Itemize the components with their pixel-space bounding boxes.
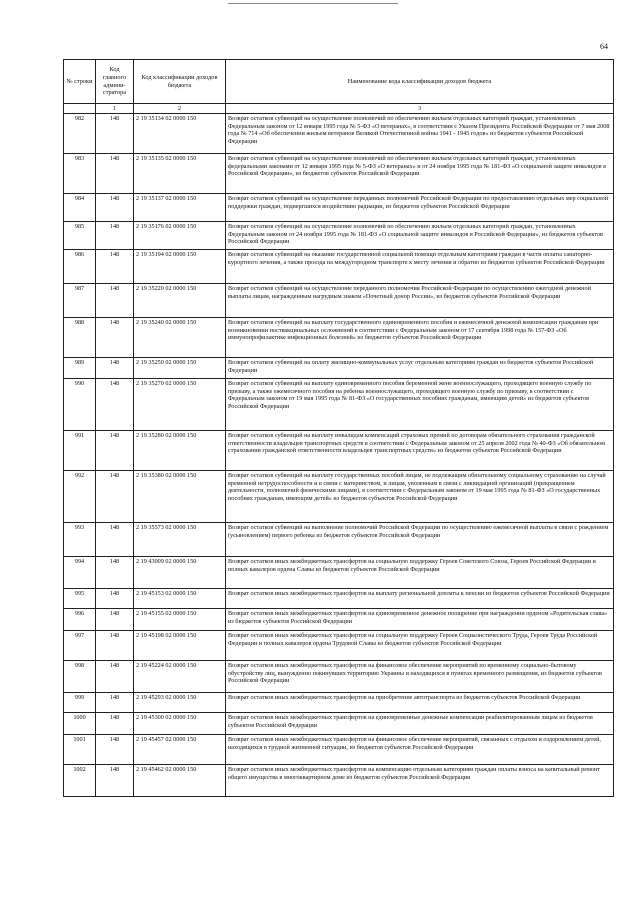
code-name-cell: Возврат остатков иных межбюджетных трансфертов на выплату региональной доплаты к пенсии из бюджетов субъектов Российской Федерации xyxy=(226,589,614,609)
row-number-cell: 991 xyxy=(64,431,96,471)
admin-code-cell: 148 xyxy=(96,318,134,358)
code-name-cell: Возврат остатков субвенций на осуществление полномочий по обеспечению жильем отдельных категорий граждан, установленных федеральными законами от 12 января 1995 года № 5-ФЗ «О ветеранах» и от 24 ноября 1995 года № 181-ФЗ «О социальной защите инвалидов в Российской Федерации», из бюджетов субъектов Российской Федерации xyxy=(226,154,614,194)
code-name-cell: Возврат остатков субвенций на выплату единовременного пособия беременной жене военнослужащего, проходящего военную службу по призыву, а также ежемесячного пособия на ребенка военнослужащего, проходящего военную службу по призыву, в соответствии с Федеральным законом от 19 мая 1995 года № 81-ФЗ «О государственных пособиях гражданам, имеющим детей» из бюджетов субъектов Российской Федерации xyxy=(226,379,614,431)
code-name-cell: Возврат остатков субвенций на выполнение полномочий Российской Федерации по осуществлению ежемесячной выплаты в связи с рождением (усыновлением) первого ребенка из бюджетов субъектов Российской Федерации xyxy=(226,523,614,557)
code-name-cell: Возврат остатков субвенций на выплату государственных пособий лицам, не подлежащим обязательному социальному страхованию на случай временной нетрудоспособности и в связи с материнством, и лицам, уволенным в связи с ликвидацией организаций (прекращением деятельности, полномочий физическими лицами), в соответствии с Федеральным законом от 19 мая 1995 года № 81-ФЗ «О государственных пособиях гражданам, имеющим детей» из бюджетов субъектов Российской Федерации xyxy=(226,471,614,523)
code-name-cell: Возврат остатков субвенций на оказание государственной социальной помощи отдельным категориям граждан в части оплаты санаторно-курортного лечения, а также проезда на междугородном транспорте к месту лечения и обратно из бюджетов субъектов Российской Федерации xyxy=(226,250,614,284)
row-number-cell: 987 xyxy=(64,284,96,318)
admin-code-cell: 148 xyxy=(96,194,134,222)
header-row-number: № строки xyxy=(64,60,96,104)
admin-code-cell: 148 xyxy=(96,523,134,557)
code-name-cell: Возврат остатков субвенций на осуществление полномочий по обеспечению жильем отдельных категорий граждан, установленных Федеральным законом от 12 января 1995 года № 5-ФЗ «О ветеранах», в соответствии с Указом Президента Российской Федерации от 7 мая 2008 года № 714 «Об обеспечении жильем ветеранов Великой Отечественной войны 1941 - 1945 годов» из бюджетов субъектов Российской Федерации xyxy=(226,114,614,154)
admin-code-cell: 148 xyxy=(96,609,134,631)
classification-code-cell: 2 19 35137 02 0000 150 xyxy=(134,194,226,222)
top-rule xyxy=(228,3,398,4)
table-row xyxy=(64,431,614,471)
row-number-cell: 997 xyxy=(64,631,96,661)
table-row xyxy=(64,471,614,523)
row-number-cell: 993 xyxy=(64,523,96,557)
row-number-cell: 996 xyxy=(64,609,96,631)
admin-code-cell: 148 xyxy=(96,557,134,589)
admin-code-cell: 148 xyxy=(96,693,134,713)
header-admin-code: Код главного админи- стратора xyxy=(96,60,134,104)
table-row xyxy=(64,713,614,735)
admin-code-cell: 148 xyxy=(96,765,134,797)
code-name-cell: Возврат остатков субвенций на выплату государственного единовременного пособия и ежемесячной денежной компенсации гражданам при возникновении поствакцинальных осложнений в соответствии с Федеральным законом от 17 сентября 1998 года № 157-ФЗ «Об иммунопрофилактике инфекционных болезней» из бюджетов субъектов Российской Федерации xyxy=(226,318,614,358)
column-index-blank xyxy=(64,104,96,114)
classification-code-cell: 2 19 35220 02 0000 150 xyxy=(134,284,226,318)
classification-code-cell: 2 19 45457 02 0000 150 xyxy=(134,735,226,765)
column-index: 1 xyxy=(96,104,134,114)
row-number-cell: 992 xyxy=(64,471,96,523)
table-row xyxy=(64,358,614,379)
classification-code-cell: 2 19 45155 02 0000 150 xyxy=(134,609,226,631)
page-number: 64 xyxy=(600,42,608,51)
header-classification-code: Код классификации доходов бюджета xyxy=(134,60,226,104)
code-name-cell: Возврат остатков иных межбюджетных трансфертов на социальную поддержку Героев Социалистического Труда, Героев Труда Российской Федерации и полных кавалеров ордена Трудовой Славы из бюджетов субъектов Российской Федерации xyxy=(226,631,614,661)
table-row xyxy=(64,154,614,194)
column-index: 3 xyxy=(226,104,614,114)
admin-code-cell: 148 xyxy=(96,284,134,318)
code-name-cell: Возврат остатков субвенций на осуществление полномочий по обеспечению жильем отдельных категорий граждан, установленных Федеральным законом от 24 ноября 1995 года № 181-ФЗ «О социальной защите инвалидов в Российской Федерации», из бюджетов субъектов Российской Федерации xyxy=(226,222,614,250)
table-row xyxy=(64,222,614,250)
admin-code-cell: 148 xyxy=(96,154,134,194)
classification-code-cell: 2 19 45293 02 0000 150 xyxy=(134,693,226,713)
row-number-cell: 994 xyxy=(64,557,96,589)
row-number-cell: 986 xyxy=(64,250,96,284)
classification-code-cell: 2 19 35176 02 0000 150 xyxy=(134,222,226,250)
row-number-cell: 1001 xyxy=(64,735,96,765)
classification-code-cell: 2 19 35280 02 0000 150 xyxy=(134,431,226,471)
table-row xyxy=(64,114,614,154)
admin-code-cell: 148 xyxy=(96,661,134,693)
table-row xyxy=(64,609,614,631)
code-name-cell: Возврат остатков иных межбюджетных трансфертов на финансовое обеспечение мероприятий, связанных с отдыхом и оздоровлением детей, находящихся в трудной жизненной ситуации, из бюджетов субъектов Российской Федерации xyxy=(226,735,614,765)
row-number-cell: 982 xyxy=(64,114,96,154)
table-row xyxy=(64,194,614,222)
code-name-cell: Возврат остатков иных межбюджетных трансфертов на финансовое обеспечение мероприятий по временному социально-бытовому обустройству лиц, вынужденно покинувших территорию Украины и находящихся в пунктах временного размещения, из бюджетов субъектов Российской Федерации xyxy=(226,661,614,693)
table-row xyxy=(64,523,614,557)
table-row xyxy=(64,557,614,589)
row-number-cell: 990 xyxy=(64,379,96,431)
classification-code-cell: 2 19 45198 02 0000 150 xyxy=(134,631,226,661)
code-name-cell: Возврат остатков иных межбюджетных трансфертов на социальную поддержку Героев Советского Союза, Героев Российской Федерации и полных кавалеров ордена Славы из бюджетов субъектов Российской Федерации xyxy=(226,557,614,589)
classification-code-cell: 2 19 35250 02 0000 150 xyxy=(134,358,226,379)
admin-code-cell: 148 xyxy=(96,379,134,431)
classification-code-cell: 2 19 35134 02 0000 150 xyxy=(134,114,226,154)
admin-code-cell: 148 xyxy=(96,471,134,523)
table-row xyxy=(64,250,614,284)
classification-code-cell: 2 19 45462 02 0000 150 xyxy=(134,765,226,797)
table-row xyxy=(64,765,614,797)
classification-code-cell: 2 19 35135 02 0000 150 xyxy=(134,154,226,194)
admin-code-cell: 148 xyxy=(96,222,134,250)
row-number-cell: 989 xyxy=(64,358,96,379)
table-row xyxy=(64,735,614,765)
admin-code-cell: 148 xyxy=(96,631,134,661)
header-code-name: Наименование кода классификации доходов бюджета xyxy=(226,60,614,104)
admin-code-cell: 148 xyxy=(96,713,134,735)
classification-code-cell: 2 19 35573 02 0000 150 xyxy=(134,523,226,557)
budget-classification-table xyxy=(63,59,614,797)
table-row xyxy=(64,693,614,713)
code-name-cell: Возврат остатков субвенций на оплату жилищно-коммунальных услуг отдельным категориям граждан из бюджетов субъектов Российской Федерации xyxy=(226,358,614,379)
row-number-cell: 999 xyxy=(64,693,96,713)
code-name-cell: Возврат остатков иных межбюджетных трансфертов на единовременные денежные компенсации реабилитированным лицам из бюджетов субъектов Российской Федерации xyxy=(226,713,614,735)
code-name-cell: Возврат остатков иных межбюджетных трансфертов на компенсацию отдельным категориям граждан оплаты взноса на капитальный ремонт общего имущества в многоквартирном доме из бюджетов субъектов Российской Федерации xyxy=(226,765,614,797)
admin-code-cell: 148 xyxy=(96,114,134,154)
table-row xyxy=(64,631,614,661)
code-name-cell: Возврат остатков субвенций на выплату инвалидам компенсаций страховых премий по договорам обязательного страхования гражданской ответственности владельцев транспортных средств в соответствии с Федеральным законом от 25 апреля 2002 года № 40-ФЗ «Об обязательном страховании гражданской ответственности владельцев транспортных средств» из бюджетов субъектов Российской Федерации xyxy=(226,431,614,471)
row-number-cell: 998 xyxy=(64,661,96,693)
code-name-cell: Возврат остатков субвенций на осуществление переданного полномочия Российской Федерации по осуществлению ежегодной денежной выплаты лицам, награжденным нагрудным знаком «Почетный донор России», из бюджетов субъектов Российской Федерации xyxy=(226,284,614,318)
row-number-cell: 1000 xyxy=(64,713,96,735)
classification-code-cell: 2 19 35380 02 0000 150 xyxy=(134,471,226,523)
table-row xyxy=(64,661,614,693)
classification-code-cell: 2 19 45153 02 0000 150 xyxy=(134,589,226,609)
column-index-row xyxy=(64,104,614,114)
classification-code-cell: 2 19 45224 02 0000 150 xyxy=(134,661,226,693)
admin-code-cell: 148 xyxy=(96,431,134,471)
admin-code-cell: 148 xyxy=(96,358,134,379)
header-row xyxy=(64,60,614,104)
admin-code-cell: 148 xyxy=(96,250,134,284)
row-number-cell: 988 xyxy=(64,318,96,358)
code-name-cell: Возврат остатков иных межбюджетных трансфертов на приобретение автотранспорта из бюджетов субъектов Российской Федерации xyxy=(226,693,614,713)
table-row xyxy=(64,379,614,431)
row-number-cell: 1002 xyxy=(64,765,96,797)
classification-code-cell: 2 19 45300 02 0000 150 xyxy=(134,713,226,735)
row-number-cell: 984 xyxy=(64,194,96,222)
classification-code-cell: 2 19 35270 02 0000 150 xyxy=(134,379,226,431)
row-number-cell: 985 xyxy=(64,222,96,250)
row-number-cell: 983 xyxy=(64,154,96,194)
classification-code-cell: 2 19 35194 02 0000 150 xyxy=(134,250,226,284)
row-number-cell: 995 xyxy=(64,589,96,609)
code-name-cell: Возврат остатков иных межбюджетных трансфертов на единовременное денежное поощрение при награждении орденом «Родительская слава» из бюджетов субъектов Российской Федерации xyxy=(226,609,614,631)
classification-code-cell: 2 19 43009 02 0000 150 xyxy=(134,557,226,589)
classification-code-cell: 2 19 35240 02 0000 150 xyxy=(134,318,226,358)
table-row xyxy=(64,589,614,609)
admin-code-cell: 148 xyxy=(96,589,134,609)
code-name-cell: Возврат остатков субвенций на осуществление переданных полномочий Российской Федерации по предоставлению отдельных мер социальной поддержки граждан, подвергшихся воздействию радиации, из бюджетов субъектов Российской Федерации xyxy=(226,194,614,222)
column-index: 2 xyxy=(134,104,226,114)
table-row xyxy=(64,284,614,318)
table-row xyxy=(64,318,614,358)
admin-code-cell: 148 xyxy=(96,735,134,765)
